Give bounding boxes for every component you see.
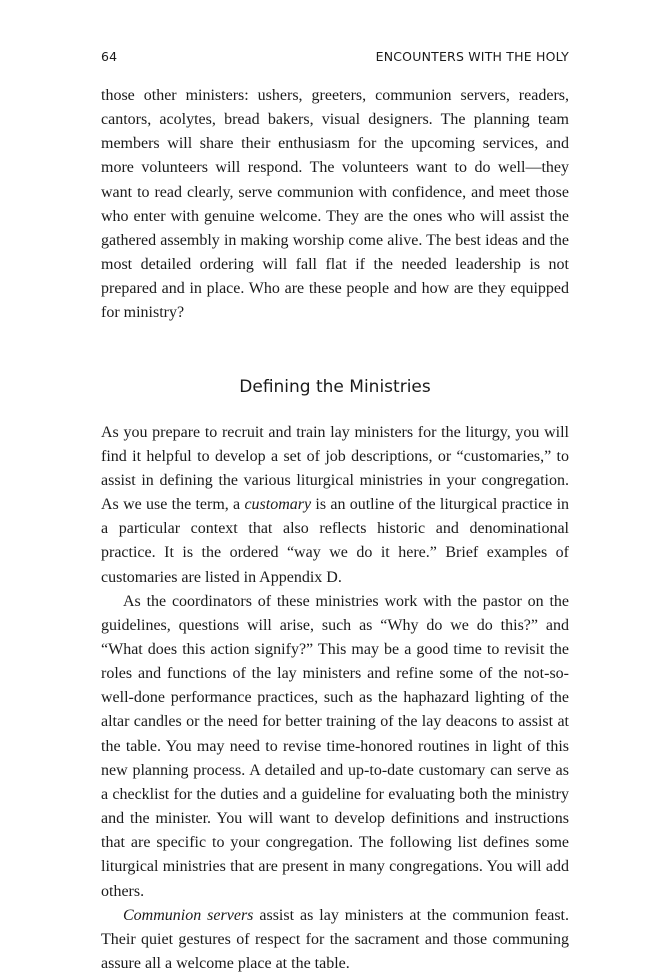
page-body (101, 84, 569, 976)
paragraph-text: assist as lay ministers at the communion feast. Their quiet gestures of respect for the sacrament and those communing assure all a welcome place at the table. (101, 906, 570, 972)
paragraph-communion-servers (101, 904, 569, 976)
paragraph-customaries (101, 421, 569, 590)
page-number: 64 (101, 49, 118, 64)
paragraph-coordinators: As the coordinators of these ministries work with the pastor on the guidelines, questions will arise, such as “Why do we do this?” and “What does this action signify?” This may be a good time to revisit the roles and functions of the lay ministers and refine some of the not-so-well-done performance practices, such as the haphazard lighting of the altar candles or the need for better training of the lay deacons to assist at the table. You may need to revise time-honored routines in light of this new planning process. A detailed and up-to-date customary can serve as a checklist for the duties and a guideline for evaluating both the ministry and the minister. You will want to develop definitions and instructions that are specific to your congregation. The following list defines some liturgical ministries that are present in many congregations. You will add others. (101, 592, 569, 900)
italic-term: Communion servers (123, 906, 254, 924)
paragraph-continued: those other ministers: ushers, greeters, communion servers, readers, cantors, acolytes, bread bakers, visual designers. The planning team members will share their enthusiasm for the upcoming services, and more volunteers will respond. The volunteers want to do well—they want to read clearly, serve communion with confidence, and meet those who enter with genuine welcome. They are the ones who will assist the gathered assembly in making worship come alive. The best ideas and the most detailed ordering will fall flat if the needed leadership is not prepared and in place. Who are these people and how are they equipped for ministry? (101, 87, 569, 322)
italic-term: customary (244, 496, 312, 514)
paragraph-text: is an outline of the liturgical practice in a particular context that also reflects historic and denominational practice. It is the ordered “way we do it here.” Brief examples of customaries are listed in Appendix D. (101, 496, 570, 586)
running-title: ENCOUNTERS WITH THE HOLY (375, 49, 569, 64)
section-heading: Defining the Ministries (239, 376, 431, 397)
paragraph-text: As you prepare to recruit and train lay ministers for the liturgy, you will find it helpful to develop a set of job descriptions, or “customaries,” to assist in defining the various liturgical ministries in your congregation. As we use the term, a (101, 423, 569, 514)
